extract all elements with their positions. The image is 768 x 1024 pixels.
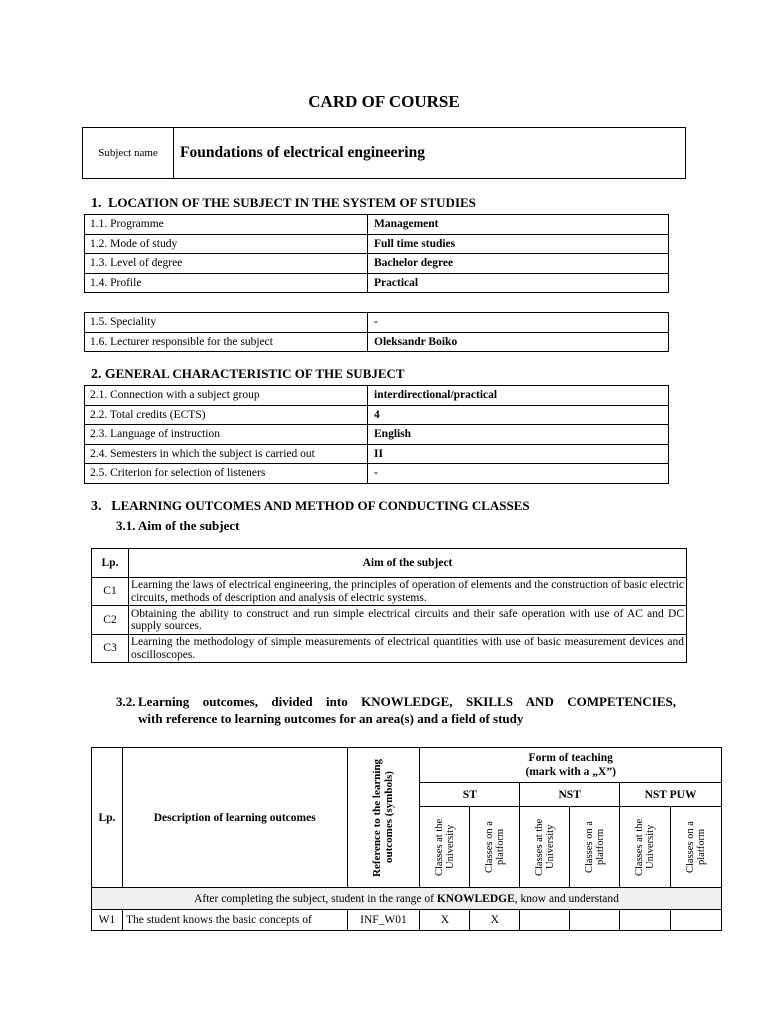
page-title: CARD OF COURSE bbox=[308, 92, 460, 111]
sub-platform: Classes on a platform bbox=[470, 807, 520, 888]
sub-university: Classes at the University bbox=[620, 807, 671, 888]
subject-name-label: Subject name bbox=[83, 128, 174, 179]
reference-header: Reference to the learning outcomes (symbols) bbox=[347, 748, 420, 888]
section-3-2-line1: Learning outcomes, divided into KNOWLEDGE, SKILLS AND COMPETENCIES, bbox=[138, 694, 676, 709]
section-2-heading: 2. GENERAL CHARACTERISTIC OF THE SUBJECT bbox=[91, 366, 405, 382]
sub-platform: Classes on a platform bbox=[570, 807, 620, 888]
sub-platform: Classes on a platform bbox=[671, 807, 722, 888]
section-1-heading: 1. LOCATION OF THE SUBJECT IN THE SYSTEM OF STUDIES bbox=[91, 195, 476, 211]
learning-outcomes-table bbox=[91, 747, 722, 931]
sub-university: Classes at the University bbox=[420, 807, 470, 888]
section-3-2-heading: 3.2. bbox=[116, 694, 136, 709]
form-of-teaching-header: Form of teaching (mark with a „X”) bbox=[420, 748, 722, 783]
group-nst: NST bbox=[520, 783, 620, 807]
section-3-1-heading: 3.1. Aim of the subject bbox=[116, 518, 240, 533]
aim-header: Aim of the subject bbox=[129, 549, 687, 578]
subject-name-value: Foundations of electrical engineering bbox=[174, 128, 686, 179]
aim-text: Obtaining the ability to construct and run simple electrical circuits and their safe operation with use of AC and DC supply sources. bbox=[129, 606, 687, 635]
section-3-heading: 3. LEARNING OUTCOMES AND METHOD OF CONDUCTING CLASSES bbox=[91, 498, 530, 514]
aim-lp-header: Lp. bbox=[92, 549, 129, 578]
subject-name-table bbox=[82, 127, 686, 179]
knowledge-row: After completing the subject, student in the range of KNOWLEDGE, know and understand bbox=[92, 888, 722, 910]
description-header: Description of learning outcomes bbox=[122, 748, 347, 888]
sub-university: Classes at the University bbox=[520, 807, 570, 888]
aim-text: Learning the laws of electrical engineering, the principles of operation of elements and the construction of basic electric circuits, methods of description and analysis of electric systems. bbox=[129, 578, 687, 606]
section-1-table-b: 1.5. Speciality - 1.6. Lecturer responsible for the subject Oleksandr Boiko bbox=[84, 312, 669, 352]
group-nst-puw: NST PUW bbox=[620, 783, 722, 807]
section-1-table: 1.1. Programme Management 1.2. Mode of study Full time studies 1.3. Level of degree Bachelor degree 1.4. Profile Practical bbox=[84, 214, 669, 293]
aim-text: Learning the methodology of simple measurements of electrical quantities with use of basic measurement devices and oscilloscopes. bbox=[129, 635, 687, 663]
table-row: W1 The student knows the basic concepts of INF_W01 X X bbox=[92, 910, 722, 931]
group-st: ST bbox=[420, 783, 520, 807]
section-3-2-line2: with reference to learning outcomes for an area(s) and a field of study bbox=[138, 711, 524, 726]
lp-header: Lp. bbox=[92, 748, 123, 888]
aim-table: Lp. Aim of the subject C1 Learning the laws of electrical engineering, the principles of operation of elements and the construction of basic electric circuits, methods of description and analysis of electric systems. C2 Obtaining the ability to construct and run simple electrical circuits and their safe operation with use of AC and DC supply sources. C3 Learning the methodology of simple measurements of electrical quantities with use of basic measurement devices and oscilloscopes. bbox=[91, 548, 687, 663]
section-2-table: 2.1. Connection with a subject group interdirectional/practical 2.2. Total credits (ECTS) 4 2.3. Language of instruction English 2.4. Semesters in which the subject is carried out II 2.5. Criterion for selection of listeners - bbox=[84, 385, 669, 484]
